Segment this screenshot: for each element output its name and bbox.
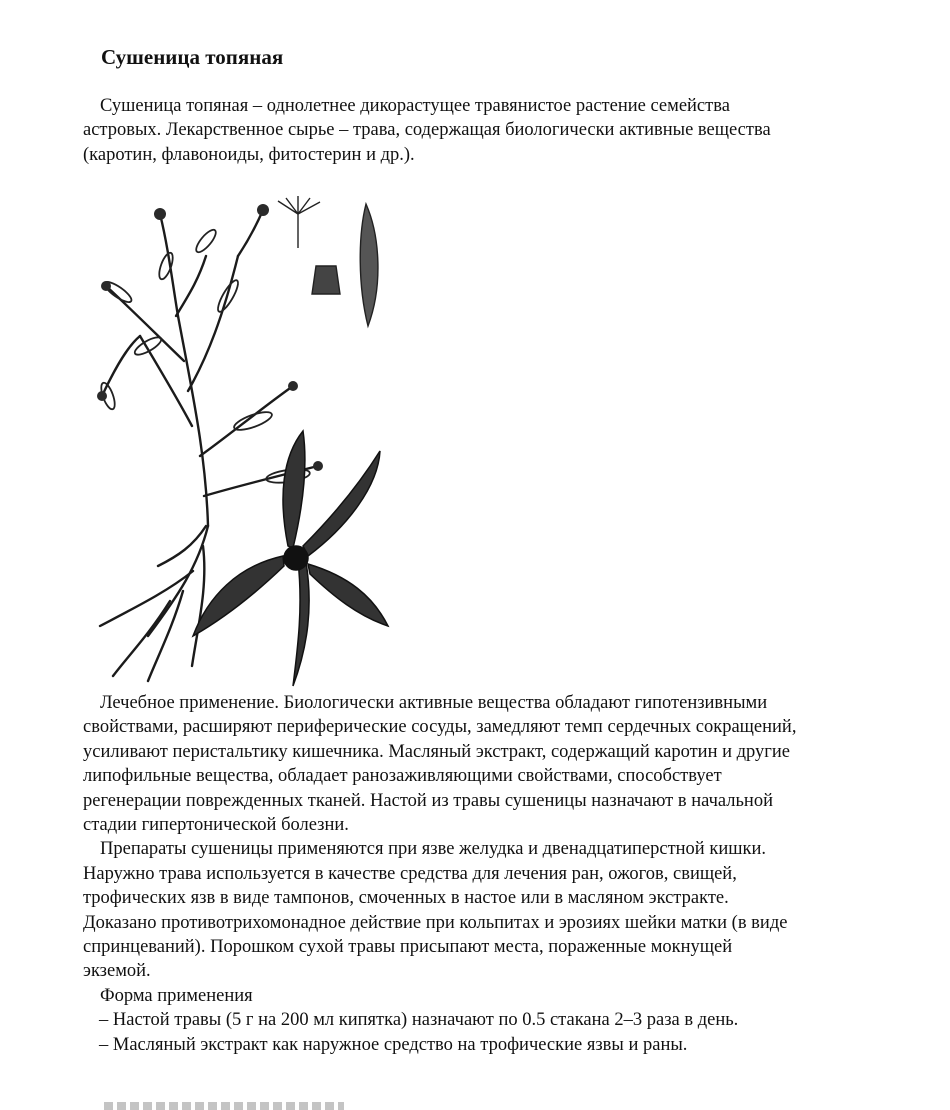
text-line: усиливают перистальтику кишечника. Масляный экстракт, содержащий каротин и другие (83, 741, 791, 762)
main-text (83, 691, 913, 1057)
text-line: спринцеваний). Порошком сухой травы присыпают места, пораженные мокнущей (83, 937, 733, 958)
text-line: Доказано противотрихомонадное действие при кольпитах и эрозиях шейки матки (в виде (83, 912, 788, 933)
usage-item: – Настой травы (5 г на 200 мл кипятка) назначают по 0.5 стакана 2–3 раза в день. (99, 1010, 739, 1031)
usage-heading: Форма применения (100, 985, 253, 1006)
text-line: свойствами, расширяют периферические сосуды, замедляют темп сердечных сокращений, (83, 717, 797, 738)
cropped-text-fragment (104, 1102, 344, 1110)
usage-item: – Масляный экстракт как наружное средство на трофические язвы и раны. (99, 1034, 688, 1055)
text-line: регенерации поврежденных тканей. Настой из травы сушеницы назначают в начальной (83, 790, 773, 811)
intro-line: Сушеница топяная – однолетнее дикорастущее травянистое растение семейства (100, 96, 730, 116)
intro-paragraph (83, 94, 913, 167)
intro-line: (каротин, флавоноиды, фитостерин и др.). (83, 144, 415, 165)
plant-illustration-icon (88, 196, 390, 688)
text-line: экземой. (83, 961, 151, 982)
text-line: Лечебное применение. Биологически активные вещества обладают гипотензивными (100, 693, 768, 713)
intro-line: астровых. Лекарственное сырье – трава, содержащая биологически активные вещества (83, 120, 771, 141)
text-line: Наружно трава используется в качестве средства для лечения ран, ожогов, свищей, (83, 863, 737, 884)
text-line: липофильные вещества, обладает ранозаживляющими свойствами, способствует (83, 766, 722, 787)
text-line: Препараты сушеницы применяются при язве желудка и двенадцатиперстной кишки. (100, 839, 766, 860)
text-line: трофических язв в виде тампонов, смоченных в настое или в масляном экстракте. (83, 888, 729, 909)
page-title: Сушеница топяная (101, 45, 284, 69)
text-line: стадии гипертонической болезни. (83, 815, 349, 836)
